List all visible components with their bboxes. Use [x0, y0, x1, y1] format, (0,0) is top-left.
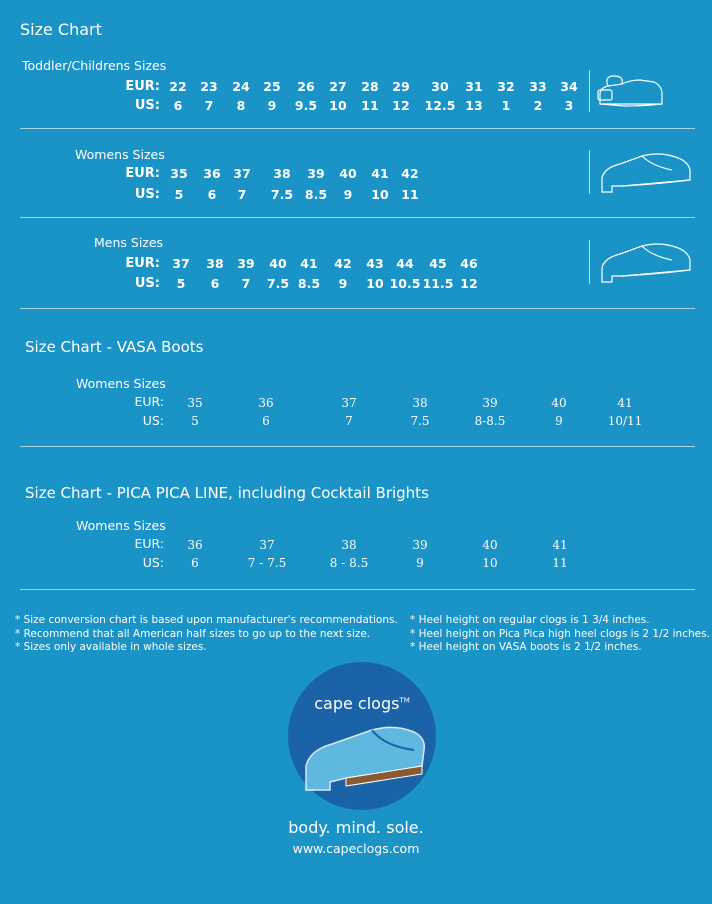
size-cell: 43: [366, 256, 384, 271]
pica-eur-label: EUR:: [134, 536, 164, 551]
size-cell: 10.5: [389, 276, 421, 291]
size-cell: 24: [232, 79, 250, 94]
notes-left: [15, 614, 398, 655]
size-cell: 7: [237, 187, 247, 202]
size-cell: 8.5: [297, 276, 321, 291]
size-cell: 32: [497, 79, 515, 94]
mens-heading: Mens Sizes: [94, 235, 164, 250]
size-cell: 7: [204, 98, 214, 113]
size-cell: 38: [206, 256, 224, 271]
size-cell: 26: [297, 79, 315, 94]
size-cell: 11: [401, 187, 419, 202]
size-cell: 9: [338, 276, 348, 291]
vasa-eur-label: EUR:: [134, 394, 164, 409]
size-cell: 44: [396, 256, 414, 271]
size-cell: 2: [533, 98, 543, 113]
size-cell: 41: [371, 166, 389, 181]
page-title: Size Chart: [20, 20, 102, 39]
divider: [589, 70, 590, 112]
size-cell: 37: [259, 538, 275, 552]
size-cell: 29: [392, 79, 410, 94]
note-line: * Size conversion chart is based upon manufacturer's recommendations.: [15, 614, 398, 626]
size-cell: 37: [341, 396, 357, 410]
size-cell: 9: [555, 414, 563, 428]
size-cell: 5: [174, 187, 184, 202]
kids-clog-icon: [594, 70, 666, 114]
clog-logo-icon: [302, 720, 426, 794]
size-cell: 35: [170, 166, 188, 181]
womens-us-label: US:: [134, 187, 160, 202]
divider: [589, 150, 590, 194]
notes-right: [410, 614, 710, 655]
divider: [589, 240, 590, 284]
size-cell: 12: [392, 98, 410, 113]
size-cell: 9.5: [294, 98, 318, 113]
mens-us-label: US:: [134, 276, 160, 291]
size-cell: 42: [401, 166, 419, 181]
size-cell: 3: [564, 98, 574, 113]
size-cell: 27: [329, 79, 347, 94]
size-cell: 39: [412, 538, 428, 552]
size-cell: 10: [366, 276, 384, 291]
section-rule: [20, 308, 695, 309]
size-cell: 10: [329, 98, 347, 113]
size-cell: 10: [371, 187, 389, 202]
size-cell: 7: [345, 414, 353, 428]
size-cell: 46: [460, 256, 478, 271]
size-cell: 41: [552, 538, 568, 552]
section-rule: [20, 589, 695, 590]
size-cell: 7.5: [266, 276, 290, 291]
size-cell: 40: [482, 538, 498, 552]
size-cell: 36: [187, 538, 203, 552]
note-line: * Heel height on regular clogs is 1 3/4 inches.: [410, 614, 650, 626]
size-cell: 5: [191, 414, 199, 428]
size-cell: 39: [237, 256, 255, 271]
section-rule: [20, 128, 695, 129]
note-line: * Recommend that all American half sizes to go up to the next size.: [15, 627, 371, 640]
toddler-eur-label: EUR:: [125, 79, 160, 94]
size-cell: 6: [191, 556, 199, 570]
size-cell: 11: [361, 98, 379, 113]
note-line: * Heel height on VASA boots is 2 1/2 inches.: [410, 641, 642, 653]
mens-clog-icon: [598, 240, 694, 286]
size-cell: 37: [233, 166, 251, 181]
size-cell: 38: [412, 396, 428, 410]
note-line: * Sizes only available in whole sizes.: [15, 641, 207, 653]
size-cell: 35: [187, 396, 203, 410]
size-cell: 39: [482, 396, 498, 410]
size-cell: 13: [465, 98, 483, 113]
size-cell: 42: [334, 256, 352, 271]
size-cell: 38: [273, 166, 291, 181]
size-cell: 38: [341, 538, 357, 552]
size-cell: 31: [465, 79, 483, 94]
size-cell: 40: [339, 166, 357, 181]
size-cell: 36: [203, 166, 221, 181]
size-cell: 8 - 8.5: [329, 556, 369, 570]
size-cell: 8: [236, 98, 246, 113]
pica-heading: Womens Sizes: [76, 518, 166, 533]
womens-heading: Womens Sizes: [75, 147, 165, 162]
size-cell: 6: [173, 98, 183, 113]
size-cell: 11: [552, 556, 568, 570]
mens-eur-label: EUR:: [125, 256, 160, 271]
size-cell: 40: [551, 396, 567, 410]
size-cell: 36: [258, 396, 274, 410]
size-cell: 40: [269, 256, 287, 271]
size-cell: 45: [429, 256, 447, 271]
size-cell: 8.5: [304, 187, 328, 202]
size-cell: 12.5: [424, 98, 456, 113]
section-rule: [20, 217, 695, 218]
size-cell: 6: [262, 414, 270, 428]
size-cell: 39: [307, 166, 325, 181]
size-cell: 37: [172, 256, 190, 271]
size-cell: 7.5: [410, 414, 430, 428]
website-link[interactable]: www.capeclogs.com: [292, 841, 420, 856]
section-rule: [20, 446, 695, 447]
size-cell: 41: [300, 256, 318, 271]
size-cell: 23: [200, 79, 218, 94]
size-cell: 7.5: [270, 187, 294, 202]
pica-title: Size Chart - PICA PICA LINE, including Cocktail Brights: [25, 484, 429, 502]
vasa-heading: Womens Sizes: [76, 376, 166, 391]
womens-eur-label: EUR:: [125, 166, 160, 181]
size-cell: 11.5: [422, 276, 454, 291]
toddler-heading: Toddler/Childrens Sizes: [22, 58, 167, 73]
size-cell: 10/11: [607, 414, 643, 428]
vasa-us-label: US:: [142, 413, 164, 428]
size-cell: 12: [460, 276, 478, 291]
tagline: body. mind. sole.: [288, 818, 424, 837]
size-cell: 1: [501, 98, 511, 113]
size-cell: 28: [361, 79, 379, 94]
size-cell: 34: [560, 79, 578, 94]
size-cell: 10: [482, 556, 498, 570]
size-cell: 9: [343, 187, 353, 202]
pica-us-label: US:: [142, 555, 164, 570]
size-cell: 25: [263, 79, 281, 94]
logo-circle: [288, 662, 436, 810]
size-cell: 6: [207, 187, 217, 202]
size-cell: 7: [241, 276, 251, 291]
note-line: * Heel height on Pica Pica high heel clogs is 2 1/2 inches.: [410, 627, 710, 640]
size-cell: 41: [617, 396, 633, 410]
logo-brand: cape clogs™: [314, 694, 410, 713]
womens-clog-icon: [598, 150, 694, 196]
toddler-us-label: US:: [134, 98, 160, 113]
size-cell: 6: [210, 276, 220, 291]
size-cell: 33: [529, 79, 547, 94]
size-cell: 9: [416, 556, 424, 570]
size-cell: 8-8.5: [474, 414, 506, 428]
size-cell: 22: [169, 79, 187, 94]
size-cell: 5: [176, 276, 186, 291]
size-cell: 9: [267, 98, 277, 113]
size-cell: 30: [431, 79, 449, 94]
vasa-title: Size Chart - VASA Boots: [25, 338, 204, 356]
size-cell: 7 - 7.5: [247, 556, 287, 570]
